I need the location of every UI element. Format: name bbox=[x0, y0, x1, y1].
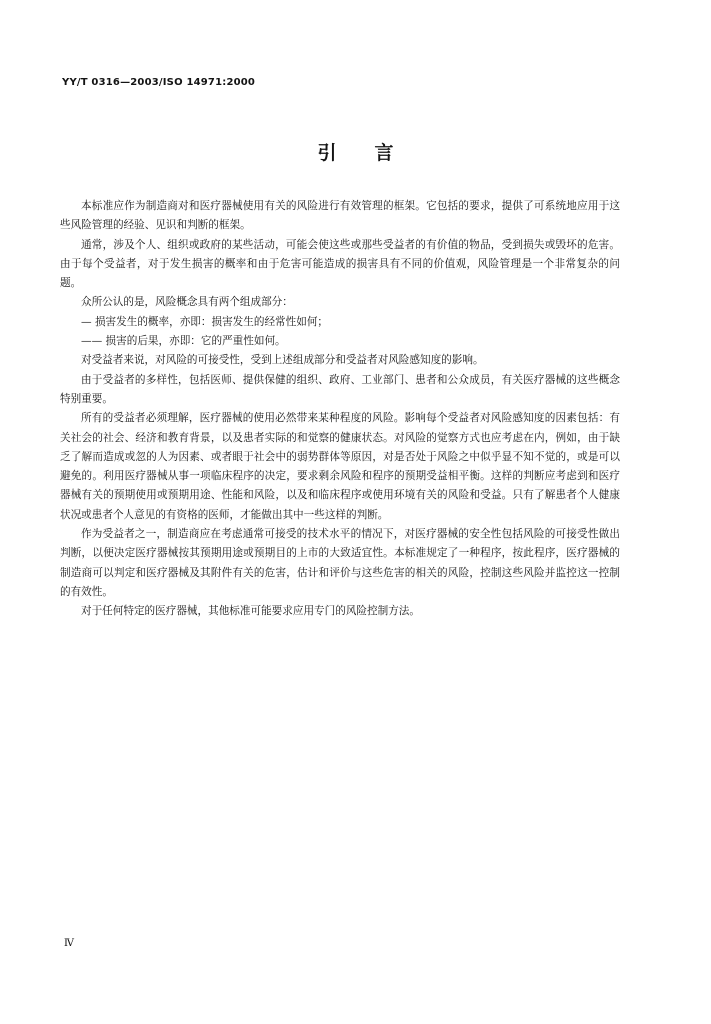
dash-item-probability: — 损害发生的概率，亦即：损害发生的经常性如何； bbox=[81, 315, 329, 328]
paragraph-acceptability: 对受益者来说，对风险的可接受性，受到上述组成部分和受益者对风险感知度的影响。 bbox=[81, 354, 484, 367]
document-body bbox=[60, 197, 620, 622]
page-number: Ⅳ bbox=[64, 938, 74, 949]
paragraph-other-standards: 对于任何特定的医疗器械，其他标准可能要求应用专门的风险控制方法。 bbox=[81, 605, 420, 618]
dash-item-consequence: —— 损害的后果，亦即：它的严重性如何。 bbox=[81, 335, 286, 348]
paragraph-diversity: 由于受益者的多样性，包括医师、提供保健的组织、政府、工业部门、患者和公众成员，有关医疗器械的这些概念特别重要。 bbox=[60, 373, 620, 405]
paragraph-perception: 所有的受益者必须理解，医疗器械的使用必然带来某种程度的风险。影响每个受益者对风险感知度的因素包括：有关社会的社会、经济和教育背景，以及患者实际的和觉察的健康状态。对风险的觉察方式也应考虑在内，例如，由于缺乏了解而造成或忽的人为因素、或者眼于社会中的弱势群体等原因，对是否处于风险之中似乎显不知不觉的，或是可以避免的。利用医疗器械从事一项临床程序的决定，要求剩余风险和程序的预期受益相平衡。这样的判断应考虑到和医疗器械有关的预期使用或预期用途、性能和风险，以及和临床程序或使用环境有关的风险和受益。只有了解患者个人健康状况或患者个人意见的有资格的医师，才能做出其中一些这样的判断。 bbox=[60, 412, 620, 521]
paragraph-risk-concept: 众所公认的是，风险概念具有两个组成部分： bbox=[81, 296, 293, 309]
paragraph-scope: 本标准应作为制造商对和医疗器械使用有关的风险进行有效管理的框架。它包括的要求，提供了可系统地应用于这些风险管理的经验、见识和判断的框架。 bbox=[60, 200, 620, 232]
paragraph-manufacturer: 作为受益者之一，制造商应在考虑通常可接受的技术水平的情况下，对医疗器械的安全性包括风险的可接受性做出判断，以便决定医疗器械按其预期用途或预期目的上市的大致适宜性。本标准规定了一种程序，按此程序，医疗器械的制造商可以判定和医疗器械及其附件有关的危害，估计和评价与这些危害的相关的风险，控制这些风险并监控这一控制的有效性。 bbox=[60, 528, 620, 598]
paragraph-stakeholders: 通常，涉及个人、组织或政府的某些活动，可能会使这些或那些受益者的有价值的物品，受到损失或毁坏的危害。由于每个受益者，对于发生损害的概率和由于危害可能造成的损害具有不同的价值观，风险管理是一个非常复杂的问题。 bbox=[60, 238, 620, 290]
page-title: 引言 bbox=[317, 142, 432, 164]
standard-code-header: YY/T 0316—2003/ISO 14971:2000 bbox=[62, 77, 256, 88]
